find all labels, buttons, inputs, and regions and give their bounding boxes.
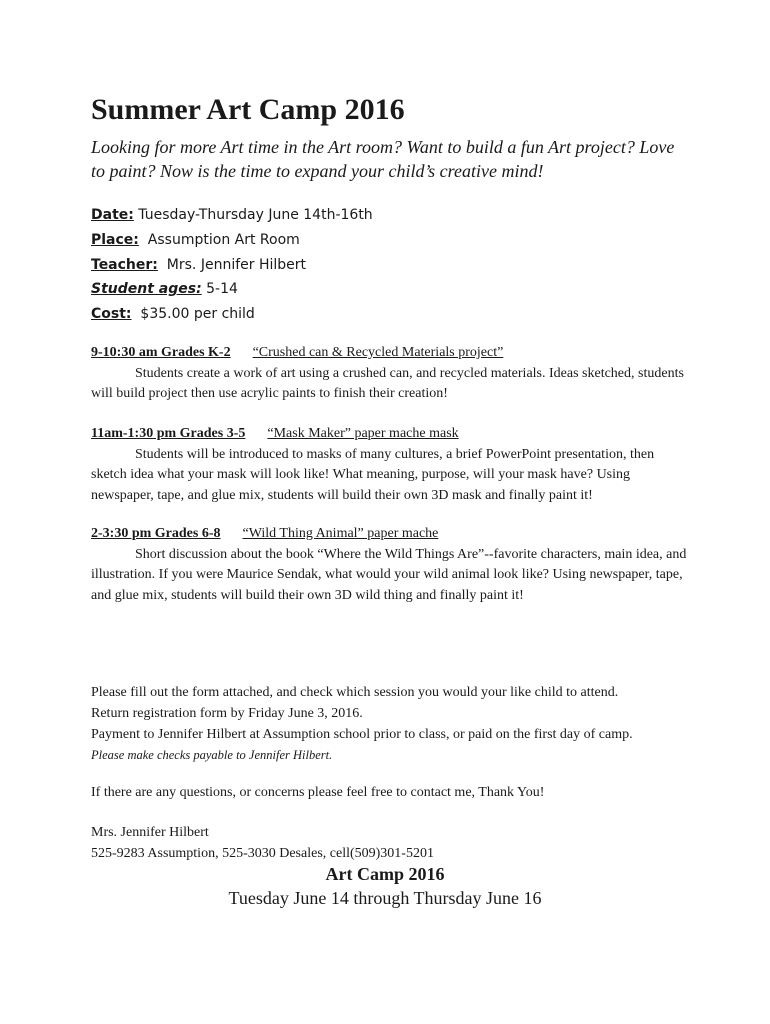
session-project: “Wild Thing Animal” paper mache (242, 526, 439, 541)
session-description: Short discussion about the book “Where the Wild Things Are”--favorite characters, main idea, and illustration. If you were Maurice Sendak, what would your wild animal look like? Using newspaper, tape, and glue mix, students will build their own 3D wild thing and finally paint it! (91, 546, 687, 604)
footer-dates: Tuesday June 14 through Thursday June 16 (228, 888, 542, 908)
detail-value: Tuesday-Thursday June 14th-16th (133, 207, 373, 223)
detail-value: Assumption Art Room (138, 231, 300, 248)
detail-date (91, 203, 373, 228)
registration-notes (91, 683, 691, 766)
session-project: “Crushed can & Recycled Materials project” (252, 345, 504, 360)
detail-label: Student ages: (91, 281, 202, 298)
form-instructions: Please fill out the form attached, and check which session you would your like child to attend. (91, 685, 619, 700)
registration-deadline: Return registration form by Friday June 3, 2016. (91, 705, 363, 721)
session-3-5 (91, 424, 691, 507)
detail-student-ages (91, 277, 373, 302)
session-time: 2-3:30 pm Grades 6-8 (91, 526, 221, 541)
footer-title: Art Camp 2016 (325, 864, 445, 884)
detail-label: Cost: (91, 306, 132, 323)
detail-cost (91, 302, 373, 327)
detail-value: 5-14 (201, 281, 238, 298)
session-project: “Mask Maker” paper mache mask (267, 426, 459, 441)
session-6-8 (91, 524, 691, 607)
intro-text: Looking for more Art time in the Art room? Want to build a fun Art project? Love to paint? Now is the time to expand your child’s creative mind! (91, 137, 675, 181)
session-heading (91, 424, 691, 445)
phone-numbers: 525-9283 Assumption, 525-3030 Desales, cell(509)301-5201 (91, 846, 434, 861)
payment-info: Payment to Jennifer Hilbert at Assumption school prior to class, or paid on the first day of camp. (91, 726, 633, 742)
detail-label: Teacher: (91, 256, 158, 273)
session-heading (91, 524, 691, 545)
checks-payable: Please make checks payable to Jennifer Hilbert. (91, 748, 333, 763)
detail-value: $35.00 per child (131, 306, 255, 323)
detail-label: Date: (91, 207, 134, 223)
session-heading (91, 343, 691, 364)
contact-question: If there are any questions, or concerns please feel free to contact me, Thank You! (91, 785, 545, 800)
teacher-name: Mrs. Jennifer Hilbert (91, 825, 209, 840)
camp-details (91, 203, 373, 327)
detail-teacher (91, 253, 373, 278)
page-title: Summer Art Camp 2016 (91, 93, 405, 126)
session-description: Students will be introduced to masks of many cultures, a brief PowerPoint presentation, then sketch idea what your mask will look like! What meaning, purpose, will your mask have? Using newspaper, tape, and glue mix, students will build their own 3D mask and finally paint it! (91, 446, 655, 504)
session-time: 9-10:30 am Grades K-2 (91, 345, 231, 360)
detail-label: Place: (91, 231, 139, 248)
session-time: 11am-1:30 pm Grades 3-5 (91, 426, 246, 441)
session-k2 (91, 343, 691, 405)
session-description: Students create a work of art using a crushed can, and recycled materials. Ideas sketched, students will build project then use acrylic paints to finish their creation! (91, 365, 684, 402)
detail-place (91, 228, 373, 253)
detail-value: Mrs. Jennifer Hilbert (157, 256, 307, 273)
signature-block (91, 822, 434, 864)
